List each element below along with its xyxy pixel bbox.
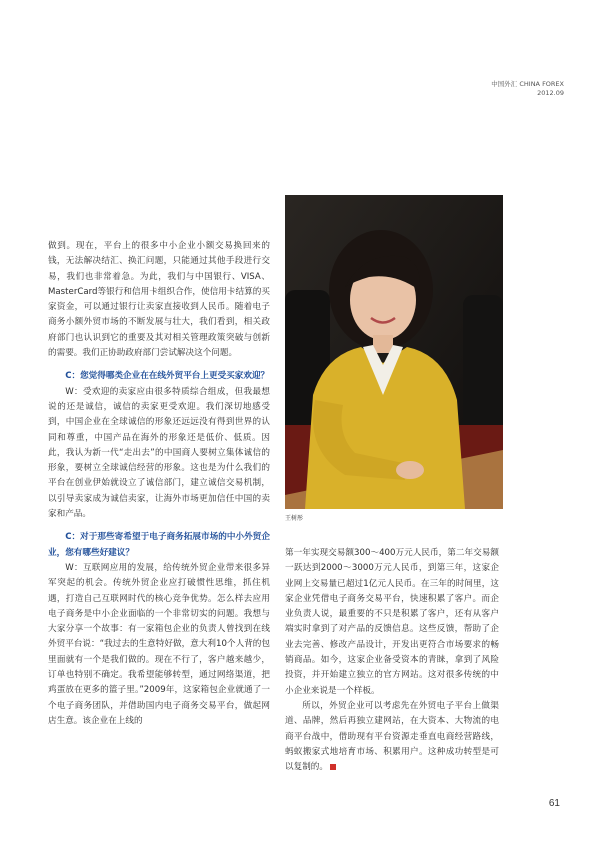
- issue-date: 2012.09: [537, 89, 564, 97]
- closing-paragraph: [285, 699, 499, 775]
- closing-text: 所以，外贸企业可以考虑先在外贸电子平台上做渠道、品牌，然后再独立建网站，在大资本、大物流的电商平台战中，借助现有平台资源走垂直电商经营路线，蚂蚁搬家式地培育市场、积累用户。这种成功转型是可以复制的。: [285, 700, 499, 773]
- page-header: [364, 80, 564, 98]
- right-column: [285, 546, 499, 775]
- paragraph: 第一年实现交易额300～400万元人民币，第二年交易额一跃达到2000～3000万元人民币，到第三年，这家企业网上交易量已超过1亿元人民币。在三年的时间里，这家企业凭借电子商务交易平台，快速积累了客户。而企业负责人说，最重要的不只是积累了客户，还有从客户端实时拿到了对产品的反馈信息。这些反馈，帮助了企业去完善、修改产品设计，开发出更符合市场要求的畅销商品。如今，这家企业备受资本的青睐，拿到了风险投资，并开始建立独立的官方网站。这对很多传统的中小企业来说是一个样板。: [285, 548, 499, 696]
- photo-caption: 王树彤: [285, 515, 304, 522]
- answer-paragraph: W：互联网应用的发展，给传统外贸企业带来很多异军突起的机会。传统外贸企业应打破惯性思维，抓住机遇，打造自己互联网时代的核心竞争优势。怎么样去应用电子商务是中小企业面临的一个非常切实的问题。我想与大家分享一个故事：有一家箱包企业的负责人曾找到在线外贸平台说：“我过去的生意特好做，意大利10个人背的包里面就有一个是我们做的。现在不行了，客户越来越少，订单也特别不确定。我希望能够转型，通过网络渠道，把鸡蛋放在更多的篮子里。”2009年，这家箱包企业就通了一个电子商务团队，并借助国内电子商务交易平台，做起网店生意。该企业在上线的: [48, 562, 270, 726]
- portrait-illustration: [285, 195, 503, 509]
- magazine-title: 中国外汇 CHINA FOREX: [491, 80, 564, 88]
- question-heading: C：您觉得哪类企业在在线外贸平台上更受买家欢迎？: [65, 371, 270, 382]
- page-number: 61: [548, 798, 560, 809]
- end-mark-icon: [330, 764, 336, 770]
- answer-paragraph: W：受欢迎的卖家应由很多特质综合组成，但我最想说的还是诚信，诚信的卖家更受欢迎。我们深切地感受到，中国企业在全球诚信的形象还远远没有得到世界的认同和尊重，中国产品在海外的形象还是低价、低质。因此，我认为新一代“走出去”的中国商人要树立集体诚信的形象，要树立全球诚信经营的形象。这也是为什么我们的平台在创业伊始就设立了诚信部门，建立诚信交易机制，以引导卖家成为诚信卖家，让海外市场更加信任中国的卖家和产品。: [48, 386, 270, 520]
- question-heading: C：对于那些寄希望于电子商务拓展市场的中小外贸企业，您有哪些好建议？: [48, 532, 270, 558]
- portrait-photo: [285, 195, 503, 509]
- paragraph: 做到。现在，平台上的很多中小企业小额交易换回来的钱，无法解决结汇、换汇问题，只能通过其他手段进行交易，我们也非常着急。为此，我们与中国银行、VISA、MasterCard等银行和信用卡组织合作，使信用卡结算的买家资金，可以通过银行让卖家直接收到人民币。随着电子商务小额外贸市场的不断发展与壮大，我们看到，相关政府部门也认识到它的重要及其对相关管理政策突破与创新的需要。我们正协助政府部门尝试解决这个问题。: [48, 241, 270, 359]
- left-column: [48, 239, 270, 729]
